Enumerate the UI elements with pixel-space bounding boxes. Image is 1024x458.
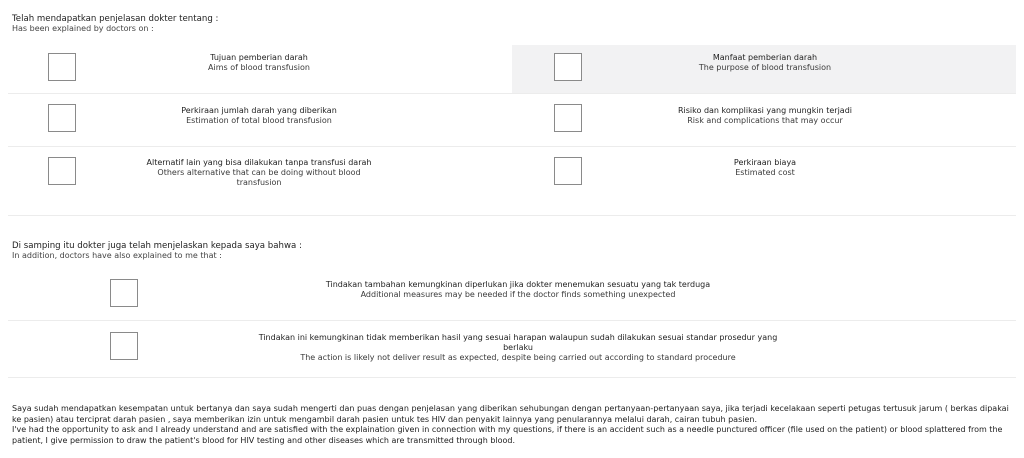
alternative-label-id: Alternatif lain yang bisa dilakukan tanpa transfusi darah: [146, 158, 372, 167]
explanation-cell-risk: [512, 94, 1016, 146]
explanation-cell-cost: [512, 147, 1016, 215]
purpose-label-id: Manfaat pemberian darah: [712, 53, 818, 62]
additional-row-2: [8, 321, 1016, 378]
unexpected-measures-label: [188, 280, 848, 300]
explanation-cell-aims: [8, 45, 512, 93]
unexpected-measures-checkbox[interactable]: [110, 279, 138, 307]
explanation-cell-purpose: [512, 45, 1016, 93]
aims-checkbox[interactable]: [48, 53, 76, 81]
result-not-expected-label-id: Tindakan ini kemungkinan tidak memberikan hasil yang sesuai harapan walaupun sudah dilakukan sesuai standar prosedur yang berlaku: [258, 333, 778, 352]
explanation-row-1: [8, 45, 1016, 94]
explanation-row-2: [8, 94, 1016, 147]
cost-label-en: Estimated cost: [735, 168, 795, 177]
aims-label-id: Tujuan pemberian darah: [210, 53, 308, 62]
section2-heading: [12, 241, 302, 261]
estimation-checkbox[interactable]: [48, 104, 76, 132]
result-not-expected-label-en: The action is likely not deliver result as expected, despite being carried out according to standard procedure: [300, 353, 736, 362]
section2-heading-id: Di samping itu dokter juga telah menjelaskan kepada saya bahwa :: [12, 241, 302, 251]
cost-label: [642, 158, 888, 178]
section1-heading-en: Has been explained by doctors on :: [12, 24, 154, 33]
unexpected-measures-label-id: Tindakan tambahan kemungkinan diperlukan jika dokter menemukan sesuatu yang tak terduga: [325, 280, 711, 289]
risk-label: [642, 106, 888, 126]
consent-statement: [12, 404, 1012, 446]
consent-statement-id: Saya sudah mendapatkan kesempatan untuk bertanya dan saya sudah mengerti dan puas dengan penjelasan yang diberikan sehubungan dengan pertanyaan-pertanyaan saya, jika terjadi kecelakaan seperti petugas tertusuk jarum ( berkas dipakai ke pasien) atau terciprat darah pasien , saya memberikan izin untuk mengambil darah pasien untuk tes HIV dan penyakit lainnya yang penularannya melalui darah, cairan tubuh pasien.: [12, 404, 1009, 424]
aims-label-en: Aims of blood transfusion: [208, 63, 310, 72]
section1-heading-id: Telah mendapatkan penjelasan dokter tentang :: [12, 14, 219, 24]
cost-checkbox[interactable]: [554, 157, 582, 185]
result-not-expected-checkbox[interactable]: [110, 332, 138, 360]
purpose-label: [642, 53, 888, 73]
result-not-expected-label: [258, 333, 778, 363]
consent-statement-en: I've had the opportunity to ask and I already understand and are satisfied with the explaination given in connection with my questions, if there is an accident such as a needle punctured officer (file used on the patient) or blood splattered from the patient, I give permission to draw the patient's blood for HIV testing and other diseases which are transmitted through blood.: [12, 425, 1003, 445]
explanation-cell-estimation: [8, 94, 512, 146]
section2-heading-en: In addition, doctors have also explained to me that :: [12, 251, 222, 260]
estimation-label-en: Estimation of total blood transfusion: [186, 116, 332, 125]
alternative-checkbox[interactable]: [48, 157, 76, 185]
purpose-label-en: The purpose of blood transfusion: [698, 63, 832, 72]
section1-heading: [12, 14, 218, 34]
purpose-checkbox[interactable]: [554, 53, 582, 81]
risk-checkbox[interactable]: [554, 104, 582, 132]
explanation-cell-alternative: [8, 147, 512, 215]
alternative-label: [143, 158, 375, 188]
estimation-label: [138, 106, 380, 126]
explanation-row-3: [8, 147, 1016, 216]
additional-row-1: [8, 270, 1016, 321]
risk-label-en: Risk and complications that may occur: [687, 116, 843, 125]
aims-label: [138, 53, 380, 73]
estimation-label-id: Perkiraan jumlah darah yang diberikan: [181, 106, 337, 115]
unexpected-measures-label-en: Additional measures may be needed if the doctor finds something unexpected: [360, 290, 676, 299]
cost-label-id: Perkiraan biaya: [733, 158, 797, 167]
risk-label-id: Risiko dan komplikasi yang mungkin terjadi: [677, 106, 853, 115]
alternative-label-en: Others alternative that can be doing without blood transfusion: [157, 168, 361, 187]
